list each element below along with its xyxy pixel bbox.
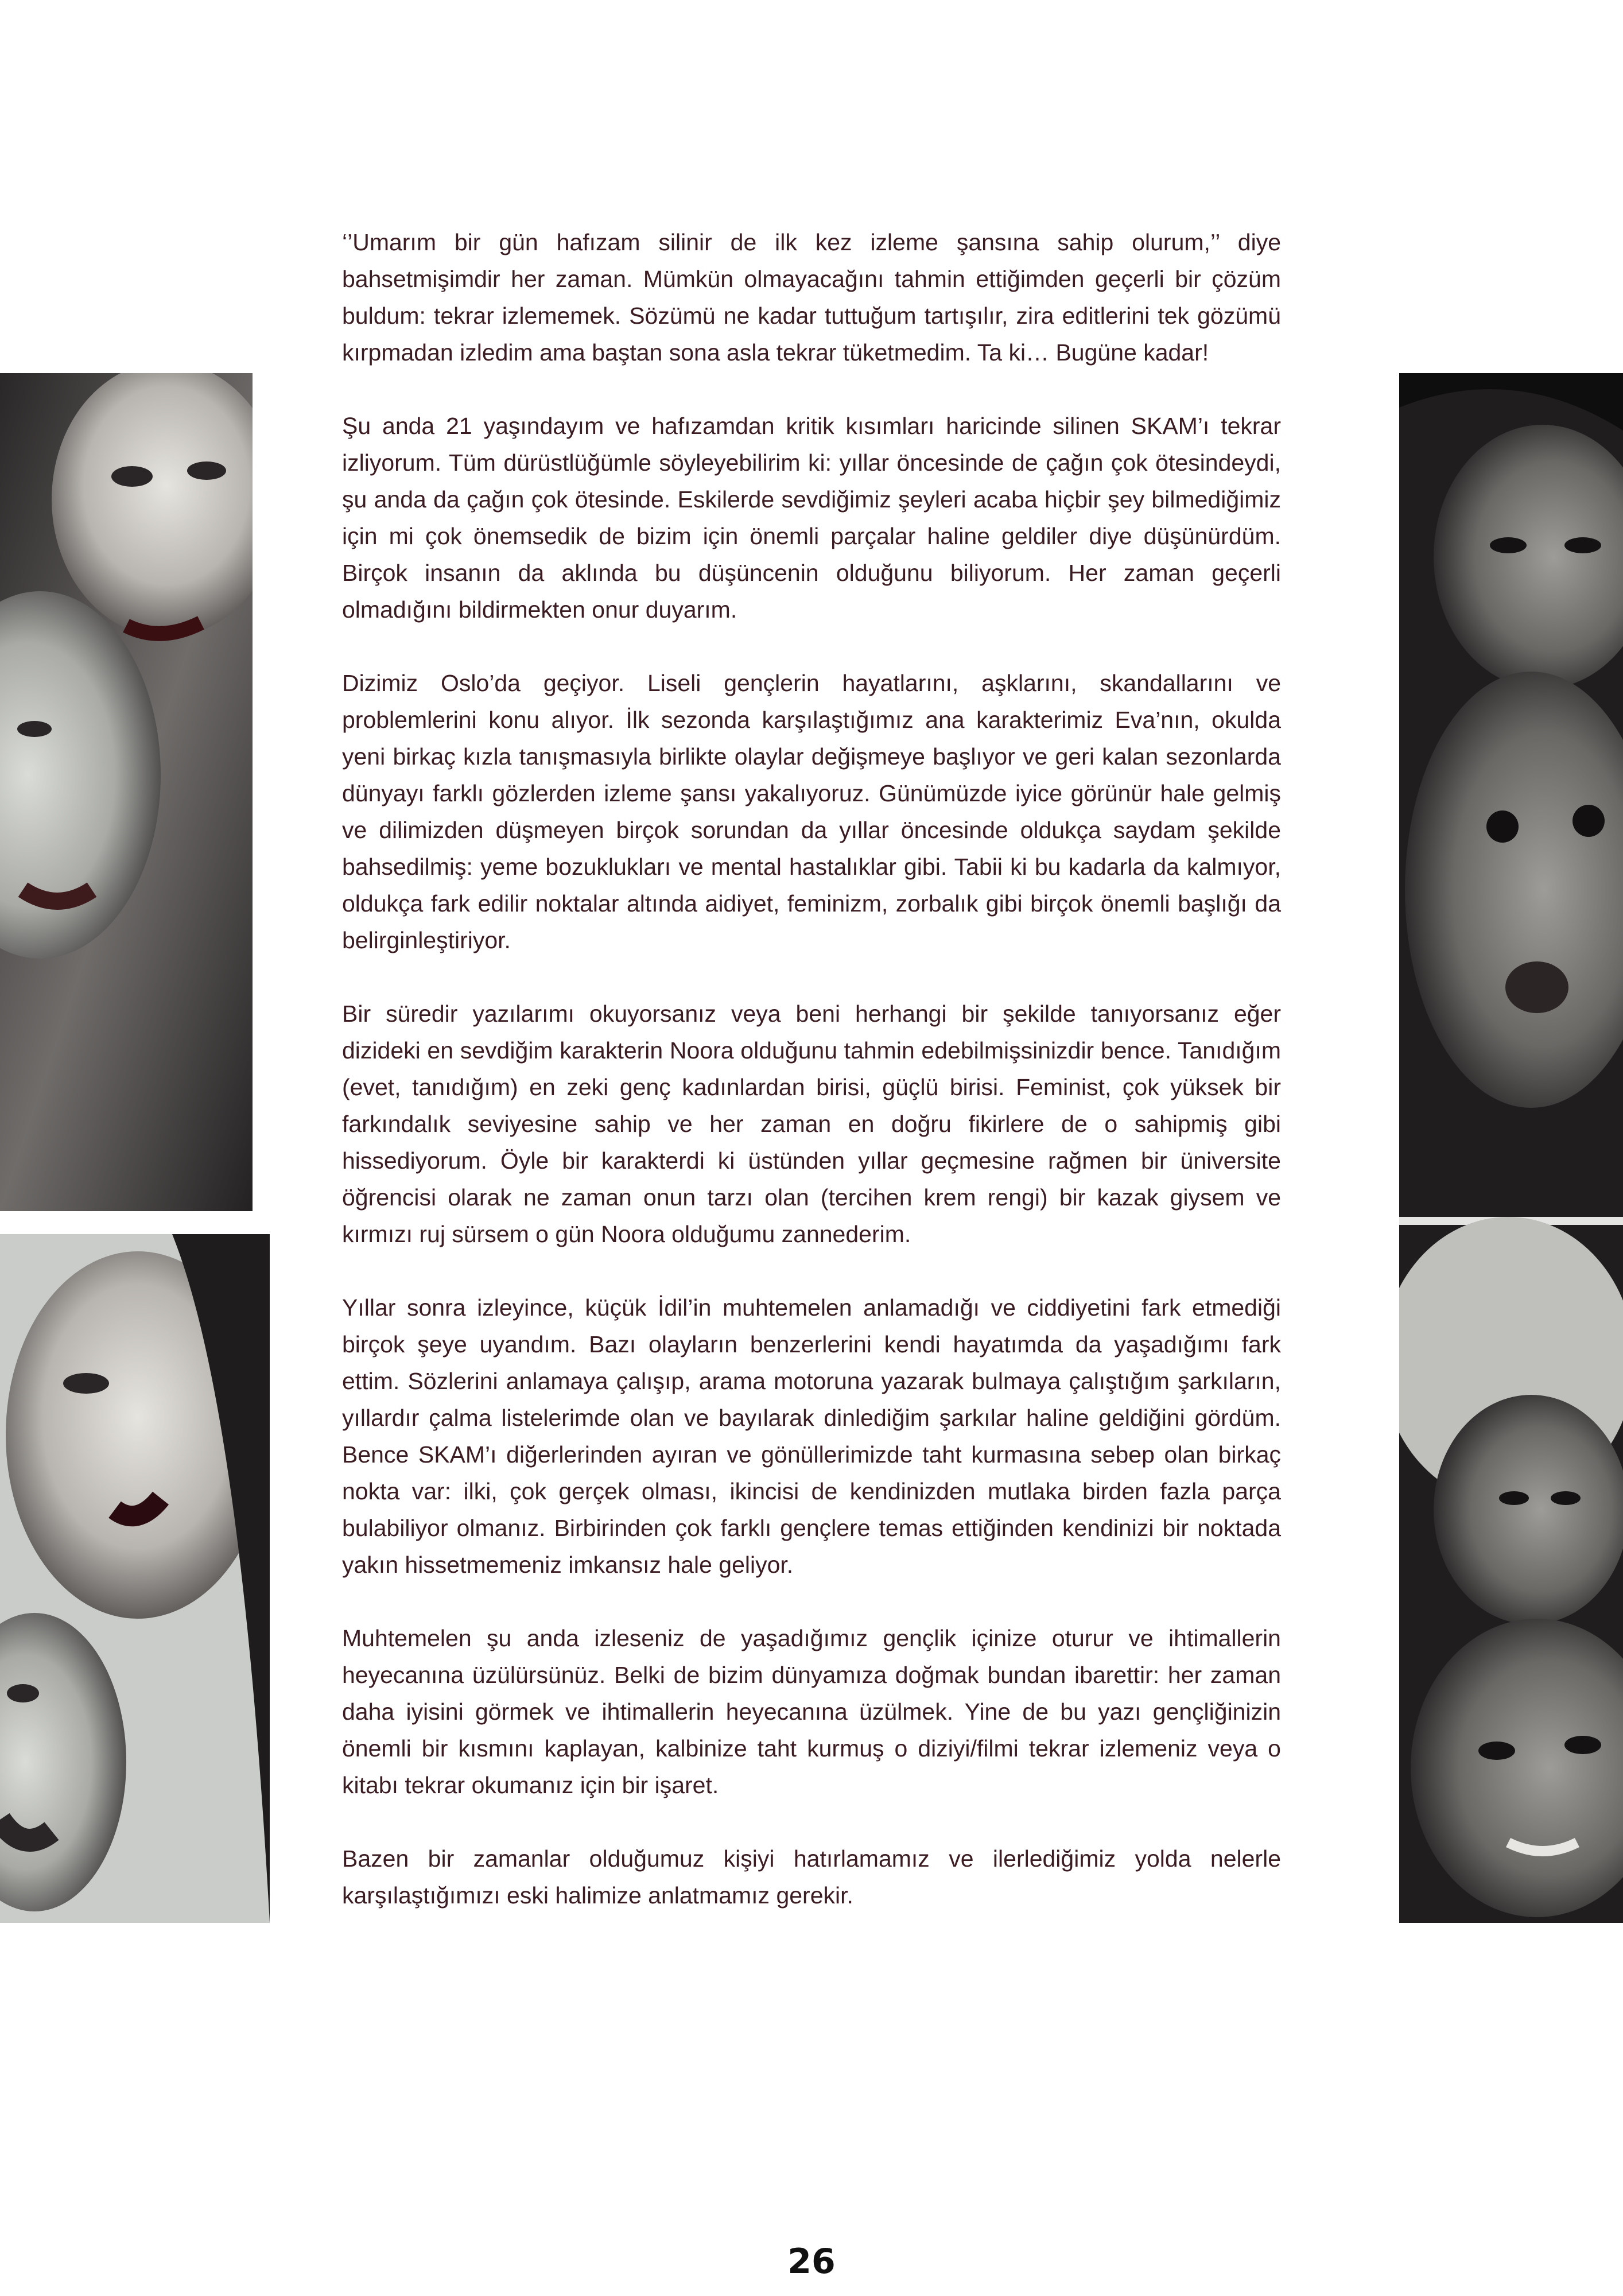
photo-frame-1	[0, 373, 281, 1211]
article-paragraph-6: Muhtemelen şu anda izleseniz de yaşadığımız gençlik içinize oturur ve ihtimallerin heyecanına üzülürsünüz. Belki de bizim dünyamıza doğmak bundan ibarettir: her zaman daha iyisini görmek ve ihtimallerin heyecanına üzülmek. Yine de bu yazı gençliğinizin önemli bir kısmını kaplayan, kalbinize taht kurmuş o diziyi/filmi tekrar izlemeniz veya o kitabı tekrar okumanız için bir işaret.	[342, 1625, 1281, 1798]
article-paragraph-7: Bazen bir zamanlar olduğumuz kişiyi hatırlamamız ve ilerlediğimiz yolda nelerle karşılaştığımızı eski halimize anlatmamız gerekir.	[342, 1845, 1281, 1909]
article-paragraph-2: Şu anda 21 yaşındayım ve hafızamdan kritik kısımları haricinde silinen SKAM’ı tekrar izliyorum. Tüm dürüstlüğümle söyleyebilirim ki: yıllar öncesinde de çağın çok ötesindeydi, şu anda da çağın çok ötesinde. Eskilerde sevdiğimiz şeyleri acaba hiçbir şey bilmediğimiz için mi çok önemsedik de bizim için önemli parçalar haline geldiler diye düşünürdüm. Birçok insanın da aklında bu düşüncenin olduğunu biliyorum. Her zaman geçerli olmadığını bildirmekten onur duyarım.	[342, 413, 1281, 623]
photo-frame-2	[0, 1234, 270, 1923]
article-paragraph-1: ‘’Umarım bir gün hafızam silinir de ilk kez izleme şansına sahip olurum,’’ diye bahsetmişimdir her zaman. Mümkün olmayacağını tahmin ettiğimden geçerli bir çözüm buldum: tekrar izlememek. Sözümü ne kadar tuttuğum tartışılır, zira editlerini tek gözümü kırpmadan izledim ama baştan sona asla tekrar tüketmedim. Ta ki… Bugüne kadar!	[342, 229, 1281, 366]
article-paragraph-4: Bir süredir yazılarımı okuyorsanız veya beni herhangi bir şekilde tanıyorsanız eğer dizideki en sevdiğim karakterin Noora olduğunu tahmin edebilmişsinizdir bence. Tanıdığım (evet, tanıdığım) en zeki genç kadınlardan birisi, güçlü birisi. Feminist, çok yüksek bir farkındalık seviyesine sahip ve her zaman en doğru fikirlere de o sahipmiş gibi hissediyorum. Öyle bir karakterdi ki üstünden yıllar geçmesine rağmen bir üniversite öğrencisi olarak ne zaman onun tarzı olan (tercihen krem rengi) bir kazak giysem ve kırmızı ruj sürsem o gün Noora olduğumu zannederim.	[342, 1000, 1281, 1247]
article-paragraph-5: Yıllar sonra izleyince, küçük İdil’in muhtemelen anlamadığı ve ciddiyetini fark etmediği birçok şeye uyandım. Bazı olayların benzerlerini kendi hayatımda da yaşadığımı fark ettim. Sözlerini anlamaya çalışıp, arama motoruna yazarak bulmaya çalıştığım şarkıların, yıllardır çalma listelerimde olan ve bayılarak dinlediğim şarkılar haline geldiğini gördüm. Bence SKAM’ı diğerlerinden ayıran ve gönüllerimizde taht kurmasına sebep olan birkaç nokta var: ilki, çok gerçek olması, ikincisi de kendinizden mutlaka birden fazla parça bulabiliyor olmanız. Birbirinden çok farklı gençlere temas ettiğinden kendinizi bir noktada yakın hissetmemeniz imkansız hale geliyor.	[342, 1294, 1281, 1578]
left-photo-strip	[0, 373, 281, 1923]
article-paragraph-3: Dizimiz Oslo’da geçiyor. Liseli gençlerin hayatlarını, aşklarını, skandallarını ve problemlerini konu alıyor. İlk sezonda karşılaştığımız ana karakterimiz Eva’nın, okulda yeni birkaç kızla tanışmasıyla birlikte olaylar değişmeye başlıyor ve geri kalan sezonlarda dünyayı farklı gözlerden izleme şansı yakalıyoruz. Günümüzde iyice görünür hale gelmiş ve dilimizden düşmeyen birçok sorundan da yıllar öncesinde oldukça saydam şekilde bahsedilmiş: yeme bozuklukları ve mental hastalıklar gibi. Tabii ki bu kadarla da kalmıyor, oldukça fark edilir noktalar altında aidiyet, feminizm, zorbalık gibi birçok önemli başlığı da belirginleştiriyor.	[342, 670, 1281, 953]
article-body	[342, 224, 1281, 1950]
page-number: 26	[787, 2241, 836, 2282]
right-photo-strip	[1399, 373, 1623, 1923]
